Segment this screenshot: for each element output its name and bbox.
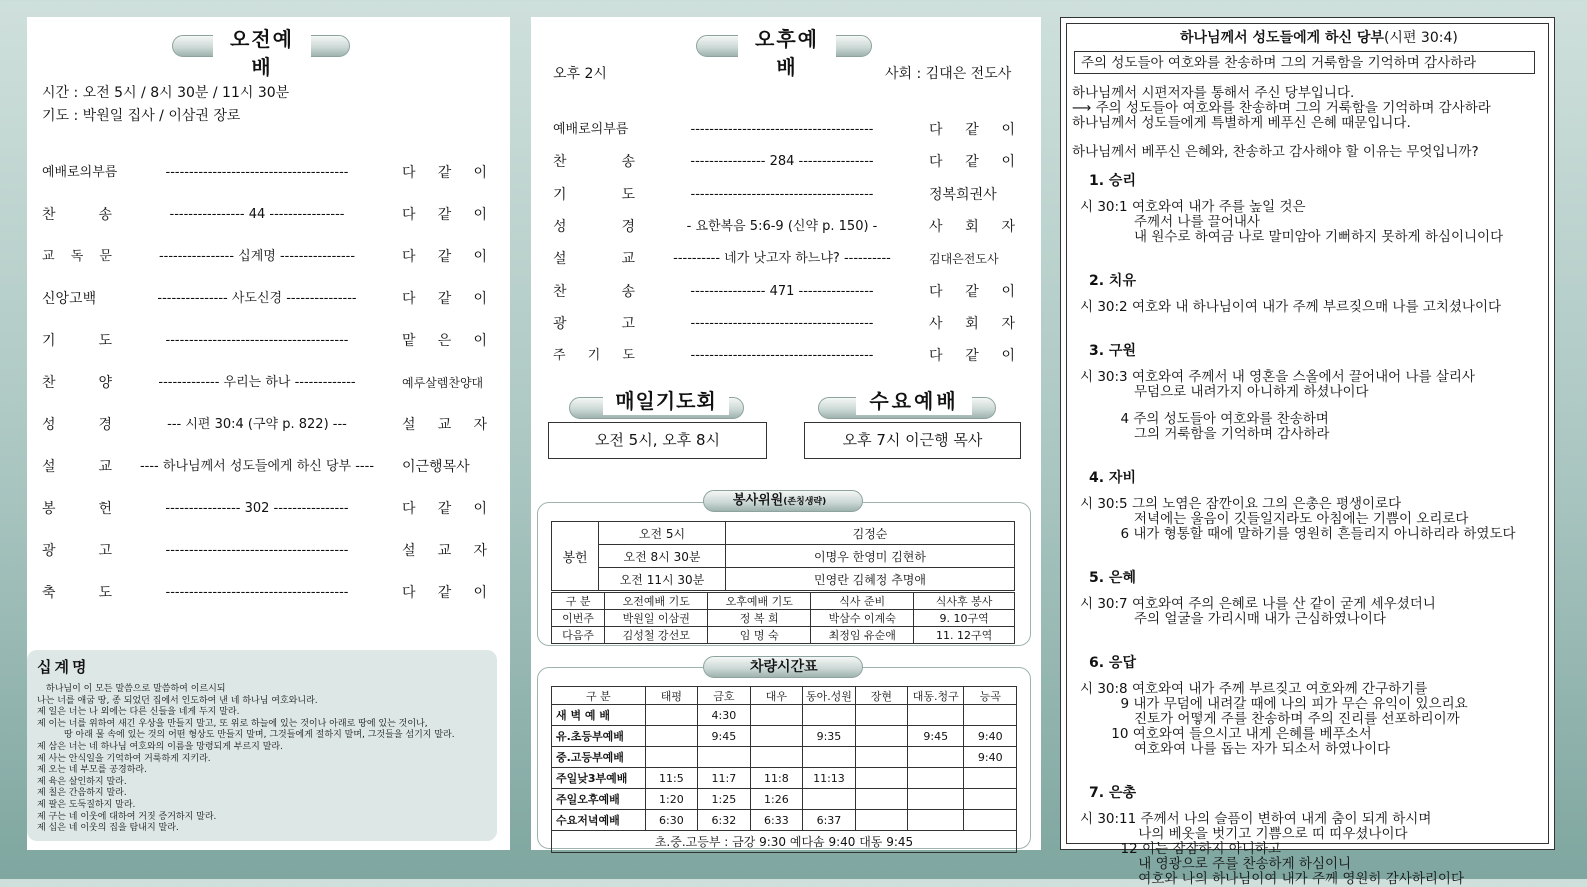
vehicle-cell: 11:5 (645, 768, 698, 789)
scripture-line: 무덤으로 내려가지 아니하게 하셨나이다 (1080, 384, 1369, 400)
duty-row (552, 627, 1015, 644)
morning-worship-panel (27, 17, 510, 850)
order-item: 471 (769, 283, 795, 299)
daily-times: 오전 5시, 오후 8시 (548, 422, 767, 459)
vehicle-cell: 11:13 (803, 768, 856, 789)
offering-names: 이명우 한영미 김현하 (726, 545, 1015, 568)
scripture-line: 그의 거룩함을 기억하며 감사하라 (1080, 426, 1330, 442)
sermon-point-heading: 4. 자비 (1089, 470, 1136, 486)
commandment-line: 제 구는 네 이웃에 대하여 거짓 증거하지 말라. (37, 811, 217, 822)
order-leader: 다 같 이 (402, 501, 487, 517)
vehicle-cell (855, 705, 907, 726)
order-leader: 김대은전도사 (929, 252, 999, 267)
order-label: 성 경 (553, 218, 635, 235)
daily-title: 매일기도회 (603, 387, 729, 415)
order-item: 284 (769, 154, 795, 170)
order-row (553, 217, 1015, 237)
sermon-title-ref: (시편 30:4) (1383, 30, 1458, 46)
vehicle-cell (855, 789, 907, 810)
offering-time: 오전 5시 (599, 522, 726, 545)
order-dash-line: - 요한복음 5:6-9 (신약 p. 150) - (686, 218, 878, 234)
duty-header-cell: 오후예배 기도 (708, 593, 811, 610)
offering-time: 오전 8시 30분 (599, 545, 726, 568)
vehicle-header-cell: 태평 (645, 687, 698, 705)
order-row (553, 152, 1015, 172)
order-row (42, 205, 487, 225)
afternoon-time: 오후 2시 (553, 66, 607, 82)
order-label: 교 독 문 (42, 249, 112, 264)
duty-header-row (552, 593, 1015, 610)
scripture-line: 여호와여 나를 돕는 자가 되소서 하였나이다 (1080, 741, 1391, 757)
vehicle-row (552, 747, 1017, 768)
vehicle-cell: 4:30 (698, 705, 751, 726)
commandment-line: 제 십은 네 이웃의 집을 탐내지 말라. (37, 823, 179, 834)
afternoon-host: 사회 : 김대은 전도사 (885, 66, 1012, 82)
scripture-line: 내 영광으로 주를 찬송하게 하심이니 (1080, 856, 1352, 872)
offering-row (552, 568, 1015, 591)
vehicle-row (552, 810, 1017, 831)
vehicle-row (552, 705, 1017, 726)
scripture-line: 시 30:11 주께서 나의 슬픔이 변하여 내게 춤이 되게 하시며 (1080, 811, 1432, 827)
duty-cell: 임 명 숙 (708, 627, 811, 644)
vehicle-cell (855, 747, 907, 768)
order-row (42, 247, 487, 267)
sermon-key-verse-box (1074, 51, 1535, 74)
scripture-line: 4 주의 성도들아 여호와를 찬송하며 (1080, 411, 1329, 427)
scripture-line: 10 여호와여 들으시고 내게 은혜를 베푸소서 (1080, 726, 1372, 742)
scripture-line: 12 이는 잠잠하지 아니하고 (1080, 841, 1281, 857)
vehicle-cell (645, 705, 698, 726)
order-dash-line: --------------------------------------- (165, 543, 349, 558)
vehicle-cell (964, 789, 1017, 810)
order-leader: 다 같 이 (929, 348, 1015, 365)
sermon-point-heading: 1. 승리 (1089, 173, 1136, 189)
vehicle-cell: 주일오후예배 (552, 789, 646, 810)
commandment-line: 하나님이 이 모든 말씀으로 말씀하여 이르시되 (37, 684, 226, 694)
duty-row (552, 610, 1015, 627)
order-item: 302 (244, 501, 270, 516)
sermon-point-heading: 6. 응답 (1089, 655, 1136, 671)
vehicle-cell: 수요저녁예배 (552, 810, 646, 831)
duty-header-cell: 구 분 (552, 593, 605, 610)
vehicle-cell (855, 768, 907, 789)
vehicle-cell: 9:40 (964, 747, 1017, 768)
order-label: 찬 송 (42, 207, 112, 223)
vehicle-footer: 초.중.고등부 : 금강 9:30 예다솜 9:40 대동 9:45 (552, 831, 1017, 853)
vehicle-cell (803, 747, 856, 768)
offering-time: 오전 11시 30분 (599, 568, 726, 591)
scripture-line: 주의 얼굴을 가리시매 내가 근심하였나이다 (1080, 611, 1386, 627)
order-leader: 다 같 이 (402, 249, 487, 265)
vehicle-cell: 9:40 (964, 726, 1017, 747)
order-row (553, 120, 1015, 140)
vehicle-cell (964, 810, 1017, 831)
order-row (42, 415, 487, 435)
order-leader: 설 교 자 (402, 543, 487, 559)
scripture-line: 시 30:7 여호와여 주의 은혜로 나를 산 같이 굳게 세우셨더니 (1080, 596, 1436, 612)
order-row (42, 289, 487, 309)
vehicle-cell (964, 705, 1017, 726)
order-dash-line: ---- 하나님께서 성도들에게 하신 당부 ---- (139, 459, 375, 474)
duty-cell: 9. 10구역 (914, 610, 1015, 627)
vehicle-cell: 6:33 (750, 810, 803, 831)
offering-names: 민영란 김혜정 추명애 (726, 568, 1015, 591)
order-leader: 맡 은 이 (402, 333, 487, 349)
vehicle-cell (908, 705, 964, 726)
vehicle-cell (803, 705, 856, 726)
duty-cell: 김성철 강선모 (605, 627, 708, 644)
vehicle-cell (750, 705, 803, 726)
vehicle-row (552, 726, 1017, 747)
vehicle-header-cell: 금호 (698, 687, 751, 705)
vehicle-cell: 1:25 (698, 789, 751, 810)
vehicle-header-cell: 능곡 (964, 687, 1017, 705)
commandment-line: 제 이는 너를 위하여 새긴 우상을 만들지 말고, 또 위로 하늘에 있는 것이나 아래로 땅에 있는 것이나, (37, 718, 428, 729)
vehicle-cell: 9:35 (803, 726, 856, 747)
scripture-line: 저녁에는 울음이 깃들일지라도 아침에는 기쁨이 오리로다 (1080, 511, 1469, 527)
vehicle-cell: 유.초등부예배 (552, 726, 646, 747)
order-leader: 다 같 이 (402, 585, 487, 601)
vehicle-cell: 11:7 (698, 768, 751, 789)
volunteers-title (733, 491, 826, 512)
order-dash-line: --------------------------------------- (690, 122, 874, 137)
duty-cell: 박삼수 이계숙 (811, 610, 914, 627)
scripture-line: 시 30:5 그의 노염은 잠깐이요 그의 은총은 평생이로다 (1080, 496, 1402, 512)
vehicle-row (552, 768, 1017, 789)
order-leader: 사 회 자 (929, 218, 1015, 235)
duty-cell: 11. 12구역 (914, 627, 1015, 644)
offering-label: 봉헌 (552, 522, 599, 591)
order-leader: 다 같 이 (929, 122, 1015, 138)
order-label: 찬 송 (553, 283, 635, 300)
order-row (42, 583, 487, 603)
order-row (42, 163, 487, 183)
scripture-line: 진토가 어떻게 주를 찬송하며 주의 진리를 선포하리이까 (1080, 711, 1460, 727)
vehicle-cell (964, 768, 1017, 789)
order-label: 광 고 (42, 543, 112, 559)
commandment-line: 제 일은 너는 나 외에는 다른 신들을 네게 두지 말라. (37, 707, 240, 718)
order-leader: 예루살렘찬양대 (402, 376, 484, 390)
vehicle-cell: 6:32 (698, 810, 751, 831)
vehicle-cell: 주일낮3부예배 (552, 768, 646, 789)
order-label: 봉 헌 (42, 501, 112, 517)
order-row (553, 314, 1015, 334)
order-dash-line: --------------------------------------- (690, 315, 874, 331)
sermon-point-heading: 5. 은혜 (1089, 570, 1136, 586)
scripture-line: 9 내가 무덤에 내려갈 때에 나의 피가 무슨 유익이 있으리요 (1080, 696, 1468, 712)
order-item: 44 (248, 207, 266, 222)
order-row (42, 499, 487, 519)
sermon-title-main: 하나님께서 성도들에게 하신 당부 (1180, 30, 1384, 46)
order-dash-line: --------------- 사도신경 --------------- (157, 291, 357, 306)
order-leader: 사 회 자 (929, 315, 1015, 332)
order-row (553, 346, 1015, 366)
scripture-line: 내 원수로 하여금 나로 말미암아 기뻐하지 못하게 하심이니이다 (1080, 229, 1504, 245)
vehicle-cell (908, 789, 964, 810)
duty-cell: 정 복 희 (708, 610, 811, 627)
wednesday-info: 오후 7시 이근행 목사 (804, 422, 1021, 459)
vehicle-cell (908, 747, 964, 768)
order-dash-line: --- 시편 30:4 (구약 p. 822) --- (167, 417, 347, 432)
wednesday-title: 수요예배 (856, 387, 972, 415)
order-dash-line: ---------- 네가 낫고자 하느냐? ---------- (673, 251, 891, 267)
sermon-point-heading: 3. 구원 (1089, 343, 1136, 359)
scripture-line: 시 30:2 여호와 내 하나님이여 내가 주께 부르짖으매 나를 고치셨나이다 (1080, 299, 1502, 315)
order-label: 광 고 (553, 315, 635, 332)
order-item: 시편 30:4 (구약 p. 822) (185, 417, 329, 432)
sermon-point-heading: 2. 치유 (1089, 273, 1136, 289)
vehicle-header-cell: 대우 (750, 687, 803, 705)
duty-header-cell: 식사후 봉사 (914, 593, 1015, 610)
order-leader: 다 같 이 (929, 283, 1015, 300)
order-row (553, 282, 1015, 302)
ten-commandments-box (27, 650, 497, 841)
duty-header-cell: 식사 준비 (811, 593, 914, 610)
order-label: 주 기 도 (553, 348, 635, 364)
vehicle-cell (645, 726, 698, 747)
commandment-line: 제 삼은 너는 네 하나님 여호와의 이름을 망령되게 부르지 말라. (37, 742, 283, 752)
vehicle-header-cell: 대동.청구 (908, 687, 964, 705)
commandment-line: 나는 너를 애굽 땅, 종 되었던 집에서 인도하여 낸 네 하나님 여호와니라. (37, 695, 318, 706)
vehicle-header-cell: 장현 (855, 687, 907, 705)
sermon-intro-line: 하나님께서 성도들에게 특별하게 베푸신 은혜 때문입니다. (1072, 115, 1411, 131)
duty-cell: 박원일 이삼권 (605, 610, 708, 627)
order-label: 기 도 (42, 333, 112, 349)
vehicle-title: 차량시간표 (750, 659, 818, 675)
scripture-line: 주께서 나를 끌어내사 (1080, 214, 1260, 230)
vehicle-cell: 6:37 (803, 810, 856, 831)
commandment-line: 제 사는 안식일을 기억하여 거룩하게 지키라. (37, 753, 211, 764)
order-leader: 이근행목사 (402, 459, 470, 475)
commandment-line: 땅 아래 물 속에 있는 것의 어떤 형상도 만들지 말며, 그것들에게 절하지 말며, 그것들을 섬기지 말라. (37, 730, 455, 741)
vehicle-row (552, 789, 1017, 810)
sermon-key-verse: 주의 성도들아 여호와를 찬송하며 그의 거룩함을 기억하며 감사하라 (1081, 55, 1477, 71)
volunteer-duty-table (551, 592, 1015, 644)
order-label: 설 교 (553, 251, 635, 268)
scripture-line: 6 내가 형통할 때에 말하기를 영원히 흔들리지 아니하리라 하였도다 (1080, 526, 1516, 542)
afternoon-title: 오후예배 (738, 25, 836, 81)
order-row (553, 249, 1015, 269)
vehicle-cell: 11:8 (750, 768, 803, 789)
order-dash-line: ---------------- 십계명 ---------------- (158, 249, 356, 264)
morning-prayer: 기도 : 박원일 집사 / 이삼권 장로 (42, 108, 241, 124)
order-dash-line: ---------------- 284 ---------------- (690, 154, 874, 170)
order-item: 십계명 (238, 249, 276, 264)
duty-cell: 이번주 (552, 610, 605, 627)
vehicle-cell (750, 747, 803, 768)
order-leader: 다 같 이 (402, 207, 487, 223)
order-row (42, 373, 487, 393)
offering-names: 김정순 (726, 522, 1015, 545)
order-leader: 다 같 이 (402, 291, 487, 307)
vehicle-header-row (552, 687, 1017, 705)
sermon-title (1180, 28, 1458, 48)
vehicle-cell (908, 810, 964, 831)
scripture-line: 여호와 나의 하나님이여 내가 주께 영원히 감사하리이다 (1080, 871, 1464, 887)
sermon-intro-line: 하나님께서 시편저자를 통해서 주신 당부입니다. (1072, 85, 1355, 101)
vehicle-cell: 6:30 (645, 810, 698, 831)
vehicle-cell: 9:45 (698, 726, 751, 747)
order-item: 요한복음 5:6-9 (신약 p. 150) (695, 218, 869, 234)
order-item: 우리는 하나 (223, 375, 291, 390)
order-item: 사도신경 (231, 291, 283, 306)
vehicle-cell: 9:45 (908, 726, 964, 747)
commandment-line: 제 칠은 간음하지 말라. (37, 788, 127, 799)
commandments-title: 십계명 (37, 658, 90, 676)
volunteers-title-main: 봉사위원 (733, 493, 784, 508)
duty-header-cell: 오전예배 기도 (605, 593, 708, 610)
morning-time: 시간 : 오전 5시 / 8시 30분 / 11시 30분 (42, 85, 290, 101)
scripture-line: 나의 베옷을 벗기고 기쁨으로 띠 띠우셨나이다 (1080, 826, 1408, 842)
order-dash-line: --------------------------------------- (690, 186, 874, 202)
vehicle-cell (855, 810, 907, 831)
order-row (42, 331, 487, 351)
commandment-line: 제 오는 네 부모를 공경하라. (37, 765, 147, 776)
sermon-intro-line: ⟶ 주의 성도들아 여호와를 찬송하며 그의 거룩함을 기억하며 감사하라 (1072, 100, 1491, 116)
order-dash-line: ---------------- 471 ---------------- (690, 283, 874, 299)
order-leader: 다 같 이 (402, 165, 487, 181)
order-label: 예배로의부름 (553, 122, 629, 137)
order-label: 기 도 (553, 186, 635, 203)
order-label: 찬 양 (42, 375, 112, 391)
vehicle-cell: 새 벽 예 배 (552, 705, 646, 726)
order-label: 예배로의부름 (42, 165, 118, 180)
duty-cell: 다음주 (552, 627, 605, 644)
morning-title: 오전예배 (213, 25, 311, 81)
vehicle-cell (645, 747, 698, 768)
vehicle-cell (855, 726, 907, 747)
order-dash-line: ---------------- 44 ---------------- (169, 207, 345, 222)
order-label: 신앙고백 (42, 291, 97, 307)
scripture-line: 시 30:8 여호와여 내가 주께 부르짖고 여호와께 간구하기를 (1080, 681, 1428, 697)
vehicle-cell (750, 726, 803, 747)
vehicle-cell (803, 789, 856, 810)
volunteers-title-sub: (존칭생략) (783, 497, 827, 507)
vehicle-footer-row (552, 831, 1017, 853)
vehicle-cell (698, 747, 751, 768)
vehicle-header-cell: 동아.성원 (803, 687, 856, 705)
order-dash-line: --------------------------------------- (165, 333, 349, 348)
vehicle-cell: 중.고등부예배 (552, 747, 646, 768)
order-leader: 다 같 이 (929, 154, 1015, 171)
order-dash-line: ---------------- 302 ---------------- (165, 501, 349, 516)
order-dash-line: --------------------------------------- (165, 165, 349, 180)
order-row (42, 541, 487, 561)
sermon-panel (1060, 17, 1555, 887)
order-dash-line: --------------------------------------- (165, 585, 349, 600)
vehicle-cell: 1:26 (750, 789, 803, 810)
order-label: 축 도 (42, 585, 112, 601)
order-item: 하나님께서 성도들에게 하신 당부 (162, 459, 352, 474)
sermon-frame (1066, 23, 1549, 887)
commandment-line: 제 육은 살인하지 말라. (37, 776, 127, 787)
scripture-line: 시 30:3 여호와여 주께서 내 영혼을 스올에서 끌어내어 나를 살리사 (1080, 369, 1475, 385)
vehicle-schedule-table (551, 686, 1017, 853)
offering-row (552, 522, 1015, 545)
order-label: 설 교 (42, 459, 112, 475)
vehicle-cell: 1:20 (645, 789, 698, 810)
vehicle-cell (908, 768, 964, 789)
afternoon-panel (531, 17, 1041, 850)
order-dash-line: --------------------------------------- (690, 348, 874, 364)
scripture-line: 시 30:1 여호와여 내가 주를 높일 것은 (1080, 199, 1306, 215)
order-leader: 설 교 자 (402, 417, 487, 433)
commandment-line: 제 팔은 도둑질하지 말라. (37, 800, 136, 810)
vehicle-header-cell: 구 분 (552, 687, 646, 705)
order-leader: 정복희권사 (929, 186, 997, 203)
duty-cell: 최정임 유순애 (811, 627, 914, 644)
order-row (42, 457, 487, 477)
order-item: 네가 낫고자 하느냐? (724, 251, 840, 267)
sermon-intro-line: 하나님께서 베푸신 은혜와, 찬송하고 감사해야 할 이유는 무엇입니까? (1072, 144, 1479, 160)
order-label: 성 경 (42, 417, 112, 433)
sermon-point-heading: 7. 은총 (1089, 785, 1136, 801)
offering-row (552, 545, 1015, 568)
offering-table (551, 521, 1015, 591)
order-dash-line: ------------- 우리는 하나 ------------- (158, 375, 356, 390)
order-row (553, 185, 1015, 205)
order-label: 찬 송 (553, 154, 635, 171)
